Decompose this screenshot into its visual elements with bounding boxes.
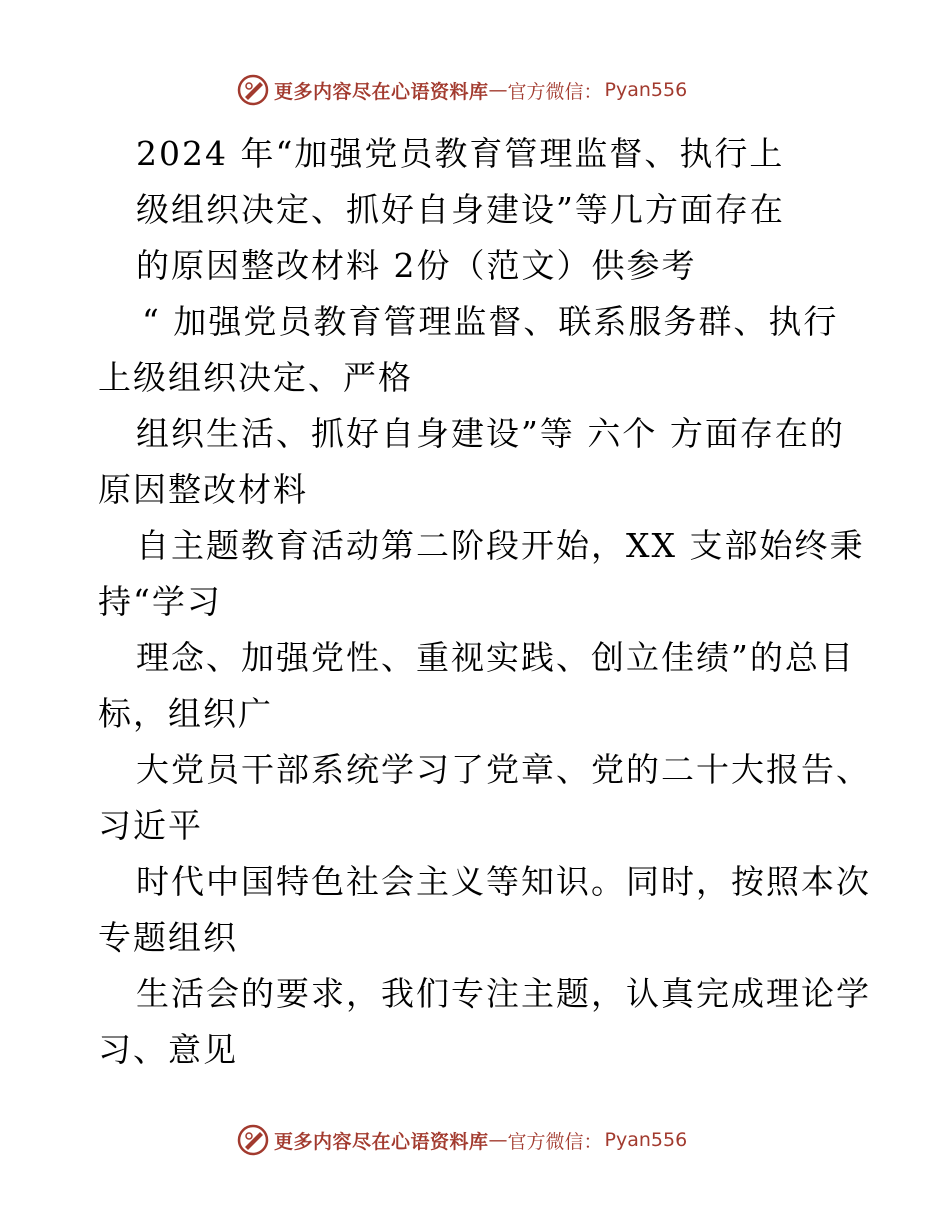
banner-wechat-id: Pyan556 [604,79,688,101]
logo-icon [236,1123,270,1157]
title-line-1: 2024 年“加强党员教育管理监督、执行上 [136,134,785,173]
banner-separator: — [488,79,508,101]
paragraph-line: 自主题教育活动第二阶段开始，XX 支部始终秉 [136,526,865,565]
banner-wechat-id: Pyan556 [604,1129,688,1151]
paragraph-line: 上级组织决定、严格 [98,358,413,397]
paragraph-line: 持“学习 [98,582,222,621]
paragraph-line: 标，组织广 [98,694,273,733]
header-banner [236,72,687,108]
banner-wechat-label: 官方微信： [507,1130,603,1153]
paragraph-line: 专题组织 [98,918,238,957]
banner-brand-text: 更多内容尽在心语资料库 [274,80,489,103]
paragraph-line: 组织生活、抓好自身建设”等 六个 方面存在的 [136,414,845,453]
banner-separator: — [488,1129,508,1151]
logo-icon [236,73,270,107]
paragraph-line: “ 加强党员教育管理监督、联系服务群、执行 [142,302,839,341]
banner-wechat-label: 官方微信： [507,80,603,103]
paragraph-line: 理念、加强党性、重视实践、创立佳绩”的总目 [136,638,855,677]
title-line-3: 的原因整改材料 2份（范文）供参考 [136,246,697,285]
paragraph-line: 习、意见 [98,1030,238,1069]
title-line-2: 级组织决定、抓好自身建设”等几方面存在 [136,190,785,229]
paragraph-line: 原因整改材料 [98,470,308,509]
paragraph-line: 习近平 [98,806,203,845]
footer-banner [236,1122,687,1158]
paragraph-line: 生活会的要求，我们专注主题，认真完成理论学 [136,974,871,1013]
paragraph-line: 大党员干部系统学习了党章、党的二十大报告、 [136,750,871,789]
paragraph-line: 时代中国特色社会主义等知识。同时，按照本次 [136,862,871,901]
banner-brand-text: 更多内容尽在心语资料库 [274,1130,489,1153]
document-body [98,126,871,1078]
